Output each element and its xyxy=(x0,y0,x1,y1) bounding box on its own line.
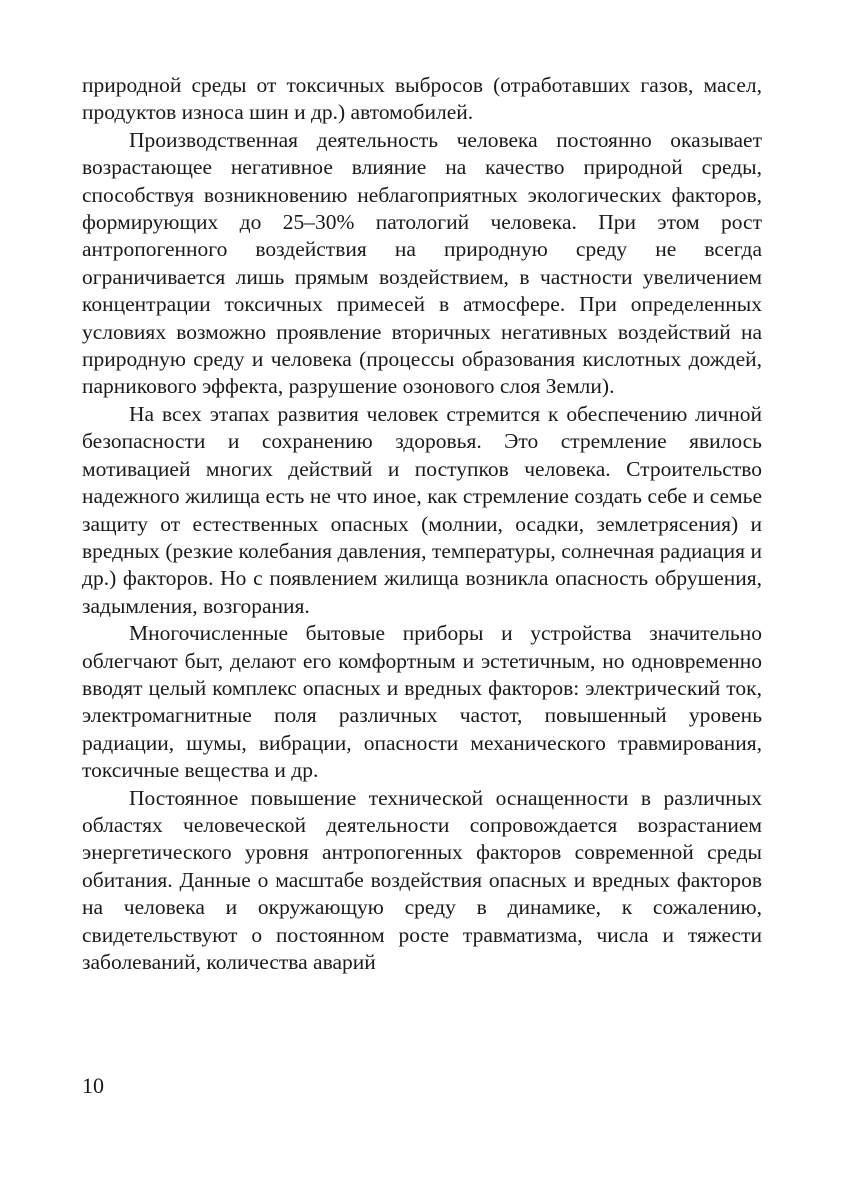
page-number: 10 xyxy=(82,1073,104,1098)
paragraph-5: Постоянное повышение технической оснащенности в различных областях человеческой деятельности сопровождается возрастанием энергетического уровня антропогенных факторов современной среды обитания. Данные о масштабе воздействия опасных и вредных факторов на человека и окружающую среду в динамике, к сожалению, свидетельствуют о постоянном росте травматизма, числа и тяжести заболеваний, количества аварий xyxy=(82,785,762,974)
paragraph-3: На всех этапах развития человек стремится к обеспечению личной безопасности и сохранению здоровья. Это стремление явилось мотивацией многих действий и поступков человека. Строительство надежного жилища есть не что иное, как стремление создать себе и семье защиту от естественных опасных (молнии, осадки, землетрясения) и вредных (резкие колебания давления, температуры, солнечная радиация и др.) факторов. Но с появлением жилища возникла опасность обрушения, задымления, возгорания. xyxy=(82,401,762,618)
body-text xyxy=(82,72,762,976)
paragraph-2: Производственная деятельность человека постоянно оказывает возрастающее негативное влияние на качество природной среды, способствуя возникновению неблагоприятных экологических факторов, формирующих до 25–30% патологий человека. При этом рост антропогенного воздействия на природную среду не всегда ограничивается лишь прямым воздействием, в частности увеличением концентрации токсичных примесей в атмосфере. При определенных условиях возможно проявление вторичных негативных воздействий на природную среду и человека (процессы образования кислотных дождей, парникового эффекта, разрушение озонового слоя Земли). xyxy=(82,127,762,399)
paragraph-4: Многочисленные бытовые приборы и устройства значительно облегчают быт, делают его комфортным и эстетичным, но одновременно вводят целый комплекс опасных и вредных факторов: электрический ток, электромагнитные поля различных частот, повышенный уровень радиации, шумы, вибрации, опасности механического травмирования, токсичные вещества и др. xyxy=(82,621,762,783)
paragraph-1: природной среды от токсичных выбросов (отработавших газов, масел, продуктов износа шин и др.) автомобилей. xyxy=(82,73,762,125)
